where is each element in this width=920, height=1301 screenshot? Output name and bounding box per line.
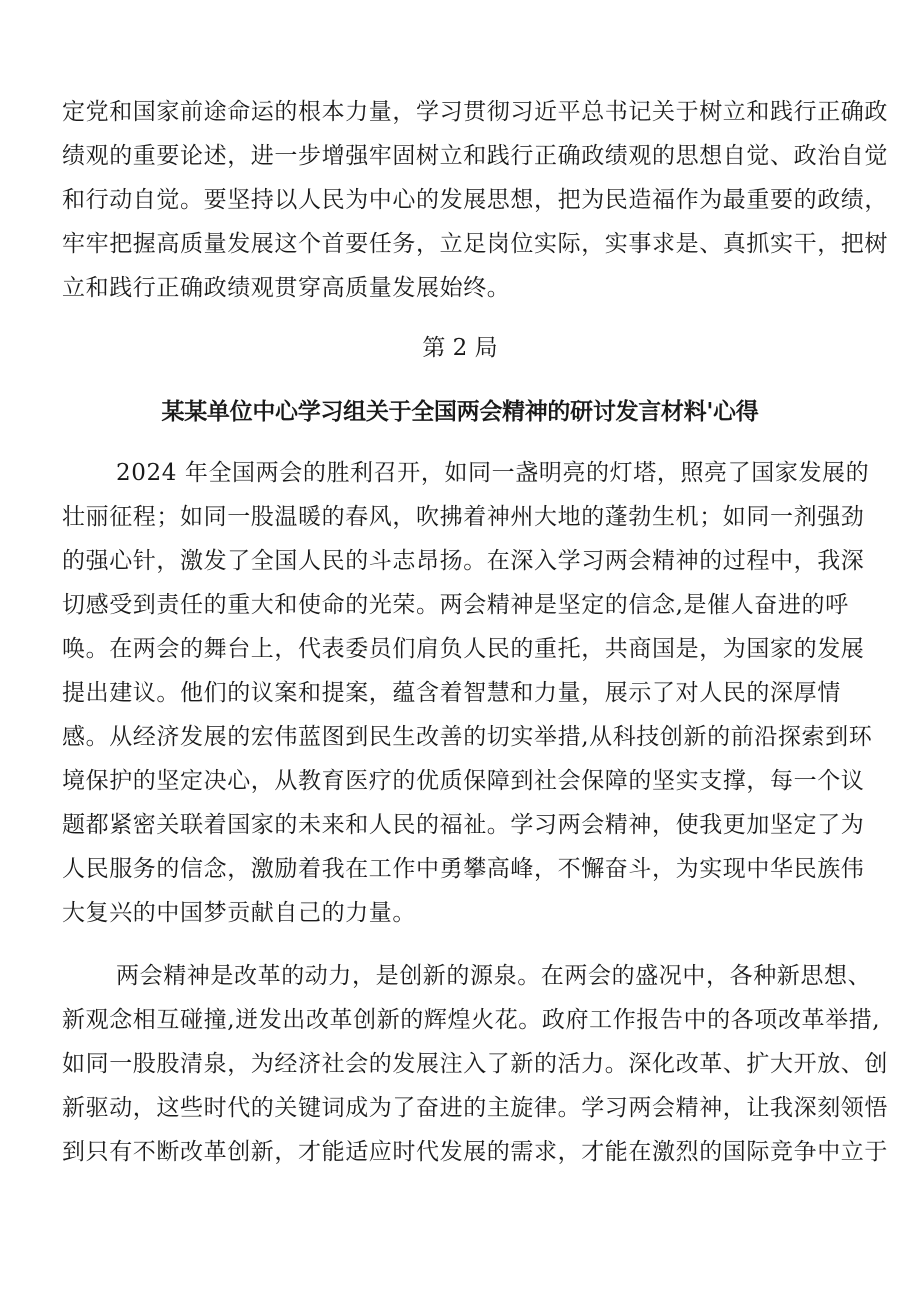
text-line: 题都紧密关联着国家的未来和人民的福祉。学习两会精神，使我更加坚定了为 xyxy=(62,812,865,838)
text-line: 两会精神是改革的动力，是创新的源泉。在两会的盛况中，各种新思想、 xyxy=(116,963,872,989)
text-line: 牢牢把握高质量发展这个首要任务，立足岗位实际，实事求是、真抓实干，把树 xyxy=(62,231,888,257)
text-line: 感。从经济发展的宏伟蓝图到民生改善的切实举措,从科技创新的前沿探索到环 xyxy=(62,724,873,750)
text-line: 定党和国家前途命运的根本力量，学习贯彻习近平总书记关于树立和践行正确政 xyxy=(62,99,888,125)
text-line: 立和践行正确政绩观贯穿高质量发展始终。 xyxy=(62,275,511,301)
text-line: 境保护的坚定决心，从教育医疗的优质保障到社会保障的坚实支撑，每一个议 xyxy=(62,768,865,794)
text-line: 唤。在两会的舞台上，代表委员们肩负人民的重托，共商国是，为国家的发展 xyxy=(62,636,865,662)
text-line: 切感受到责任的重大和使命的光荣。两会精神是坚定的信念,是催人奋进的呼 xyxy=(62,592,849,618)
text-line: 如同一股股清泉，为经济社会的发展注入了新的活力。深化改革、扩大开放、创 xyxy=(62,1051,888,1077)
text-line: 人民服务的信念，激励着我在工作中勇攀高峰，不懈奋斗，为实现中华民族伟 xyxy=(62,856,865,882)
text-line: 和行动自觉。要坚持以人民为中心的发展思想，把为民造福作为最重要的政绩， xyxy=(62,187,888,213)
document-title: 某某单位中心学习组关于全国两会精神的研讨发言材料'心得 xyxy=(161,399,759,425)
text-line: 大复兴的中国梦贡献自己的力量。 xyxy=(62,900,416,926)
text-line: 到只有不断改革创新，才能适应时代发展的需求，才能在激烈的国际竞争中立于 xyxy=(62,1139,888,1165)
text-line: 2024 年全国两会的胜利召开，如同一盏明亮的灯塔，照亮了国家发展的 xyxy=(116,460,870,486)
chapter-label: 第 2 局 xyxy=(422,335,498,361)
text-line: 新驱动，这些时代的关键词成为了奋进的主旋律。学习两会精神，让我深刻领悟 xyxy=(62,1095,888,1121)
text-line: 新观念相互碰撞,迸发出改革创新的辉煌火花。政府工作报告中的各项改革举措, xyxy=(62,1007,881,1033)
text-line: 提出建议。他们的议案和提案，蕴含着智慧和力量，展示了对人民的深厚情 xyxy=(62,680,841,706)
text-line: 壮丽征程；如同一股温暖的春风，吹拂着神州大地的蓬勃生机；如同一剂强劲 xyxy=(62,504,865,530)
text-line: 绩观的重要论述，进一步增强牢固树立和践行正确政绩观的思想自觉、政治自觉 xyxy=(62,143,888,169)
text-line: 的强心针，激发了全国人民的斗志昂扬。在深入学习两会精神的过程中，我深 xyxy=(62,548,865,574)
